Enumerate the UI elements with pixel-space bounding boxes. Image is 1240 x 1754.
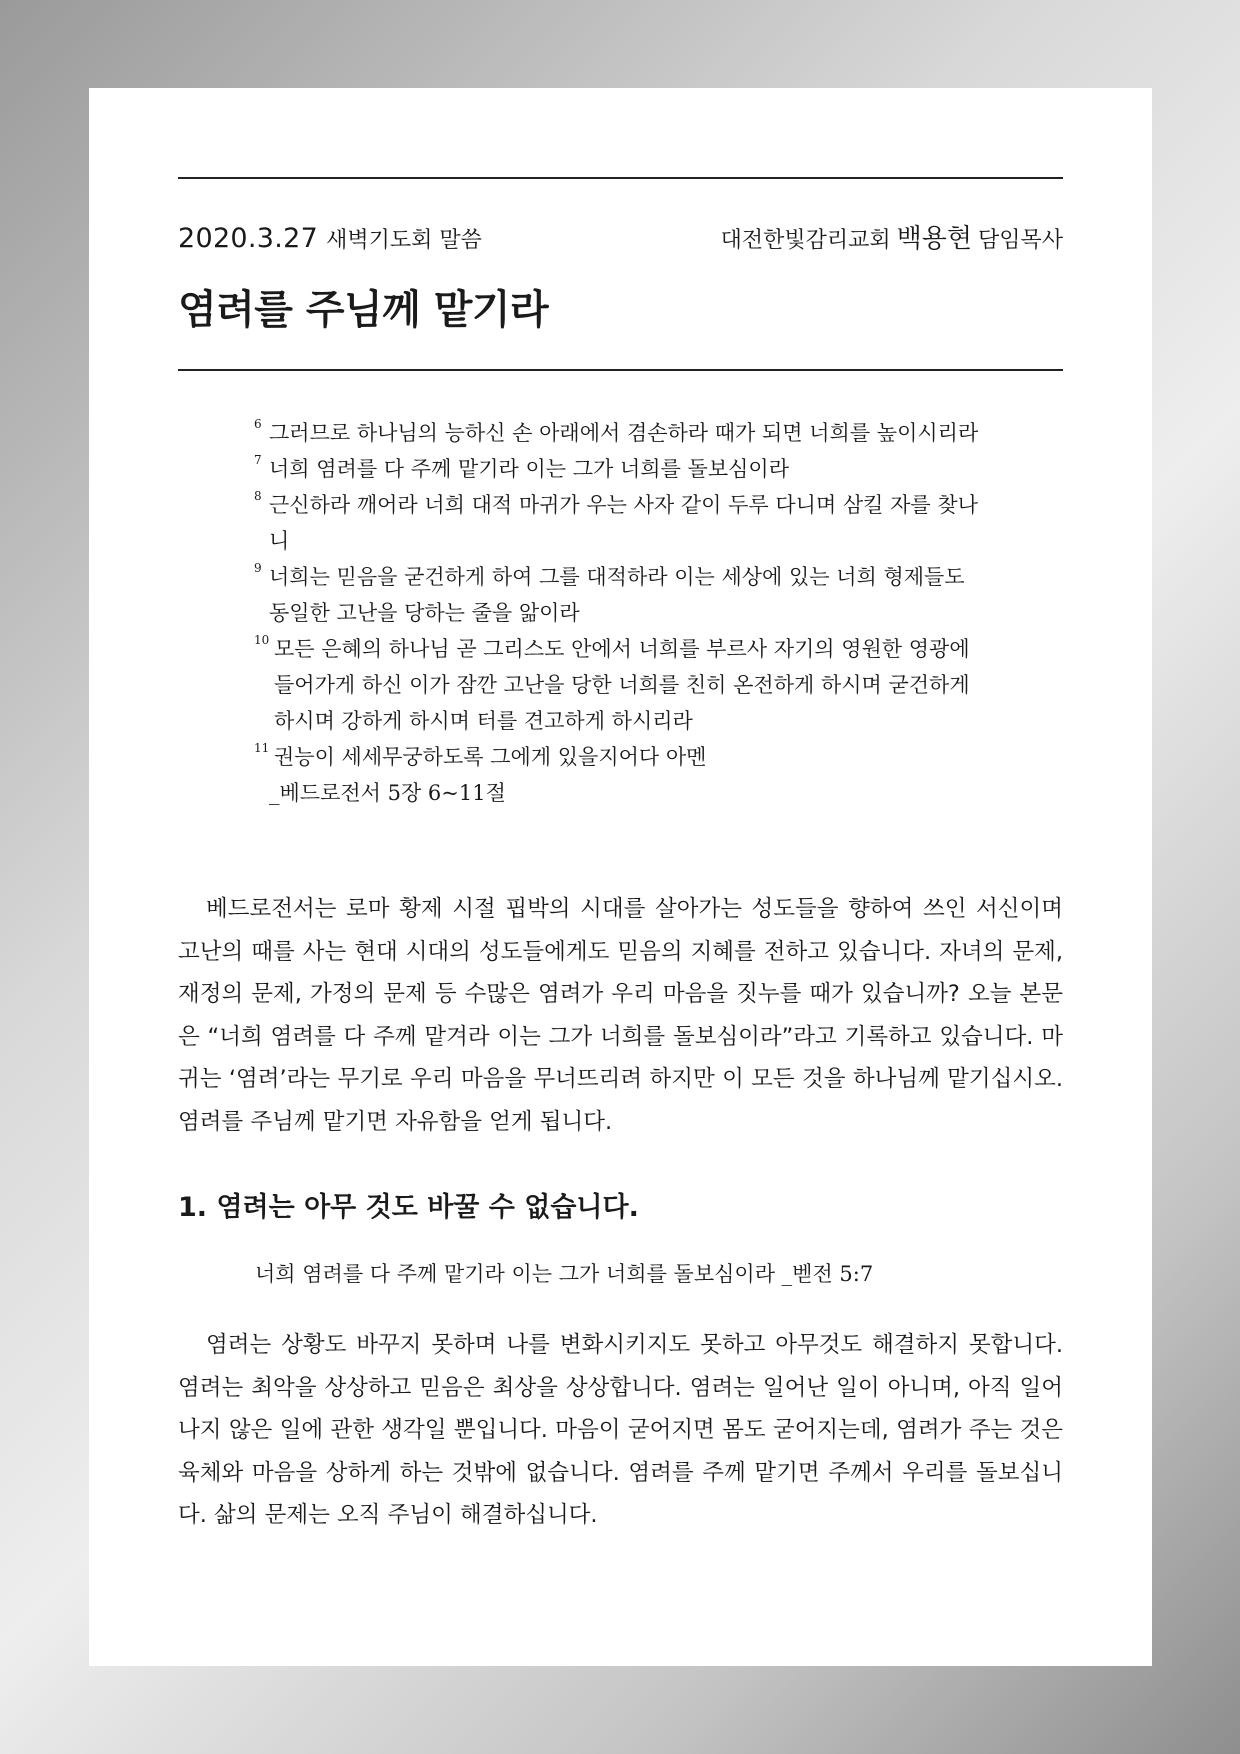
pastor-title: 담임목사 bbox=[977, 228, 1063, 253]
verse-number: 6 bbox=[254, 417, 262, 431]
verse-text: 너희 염려를 다 주께 맡기라 이는 그가 너희를 돌보심이라 bbox=[269, 457, 789, 481]
section-quote: 너희 염려를 다 주께 맡기라 이는 그가 너희를 돌보심이라 _벧전 5:7 bbox=[255, 1262, 874, 1286]
verse-text: 모든 은혜의 하나님 곧 그리스도 안에서 너희를 부르사 자기의 영원한 영광에 들어가게 하신 이가 잠깐 고난을 당한 너희를 친히 온전하게 하시며 굳건하게 하시며 강하게 하시며 터를 견고하게 하시리라 bbox=[274, 637, 970, 733]
pastor-name: 백용현 bbox=[896, 224, 972, 254]
verse bbox=[254, 631, 989, 739]
verse-text: 근신하라 깨어라 너희 대적 마귀가 우는 사자 같이 두루 다니며 삼킬 자를 찾나니 bbox=[269, 493, 978, 553]
sermon-title: 염려를 주님께 맡기라 bbox=[178, 287, 549, 333]
section-paragraph: 염려는 상황도 바꾸지 못하며 나를 변화시키지도 못하고 아무것도 해결하지 못합니다. 염려는 최악을 상상하고 믿음은 최상을 상상합니다. 염려는 일어난 일이 아니며, 아직 일어나지 않은 일에 관한 생각일 뿐입니다. 마음이 굳어지면 몸도 굳어지는데, 염려가 주는 것은 육체와 마음을 상하게 하는 것밖에 없습니다. 염려를 주께 맡기면 주께서 우리를 돌보십니다. 삶의 문제는 오직 주님이 해결하십니다. bbox=[178, 1332, 1063, 1528]
verse-text: 권능이 세세무궁하도록 그에게 있을지어다 아멘 bbox=[274, 745, 707, 769]
verse-text: 그러므로 하나님의 능하신 손 아래에서 겸손하라 때가 되면 너희를 높이시리라 bbox=[269, 421, 979, 445]
verse-number: 9 bbox=[254, 561, 262, 575]
verse-number: 10 bbox=[254, 633, 270, 647]
verse bbox=[254, 739, 989, 775]
header-right bbox=[721, 218, 1063, 255]
header-left bbox=[178, 223, 482, 254]
verse bbox=[254, 487, 989, 559]
intro-paragraph: 베드로전서는 로마 황제 시절 핍박의 시대를 살아가는 성도들을 향하여 쓰인 서신이며 고난의 때를 사는 현대 시대의 성도들에게도 믿음의 지혜를 전하고 있습니다. 자녀의 문제, 재정의 문제, 가정의 문제 등 수많은 염려가 우리 마음을 짓누를 때가 있습니까? 오늘 본문은 “너희 염려를 다 주께 맡겨라 이는 그가 너희를 돌보심이라”라고 기록하고 있습니다. 마귀는 ‘염려’라는 무기로 우리 마음을 무너뜨리려 하지만 이 모든 것을 하나님께 맡기십시오. 염려를 주님께 맡기면 자유함을 얻게 됩니다. bbox=[178, 896, 1063, 1135]
scripture-passage bbox=[254, 415, 989, 811]
top-divider bbox=[178, 177, 1063, 179]
verse bbox=[254, 559, 989, 631]
section-heading: 1. 염려는 아무 것도 바꿀 수 없습니다. bbox=[178, 1192, 639, 1223]
verse-text: 너희는 믿음을 굳건하게 하여 그를 대적하라 이는 세상에 있는 너희 형제들도 동일한 고난을 당하는 줄을 앎이라 bbox=[269, 565, 965, 625]
service-name: 새벽기도회 말씀 bbox=[326, 228, 482, 253]
verse bbox=[254, 451, 989, 487]
header bbox=[178, 218, 1063, 255]
verse-number: 7 bbox=[254, 453, 262, 467]
sermon-date: 2020.3.27 bbox=[178, 223, 319, 254]
bottom-divider bbox=[178, 369, 1063, 371]
church-name: 대전한빛감리교회 bbox=[720, 228, 891, 253]
verse-number: 11 bbox=[254, 741, 270, 755]
document-page bbox=[89, 88, 1152, 1666]
scripture-citation: _베드로전서 5장 6~11절 bbox=[269, 781, 506, 805]
verse bbox=[254, 415, 989, 451]
verse-number: 8 bbox=[254, 489, 262, 503]
